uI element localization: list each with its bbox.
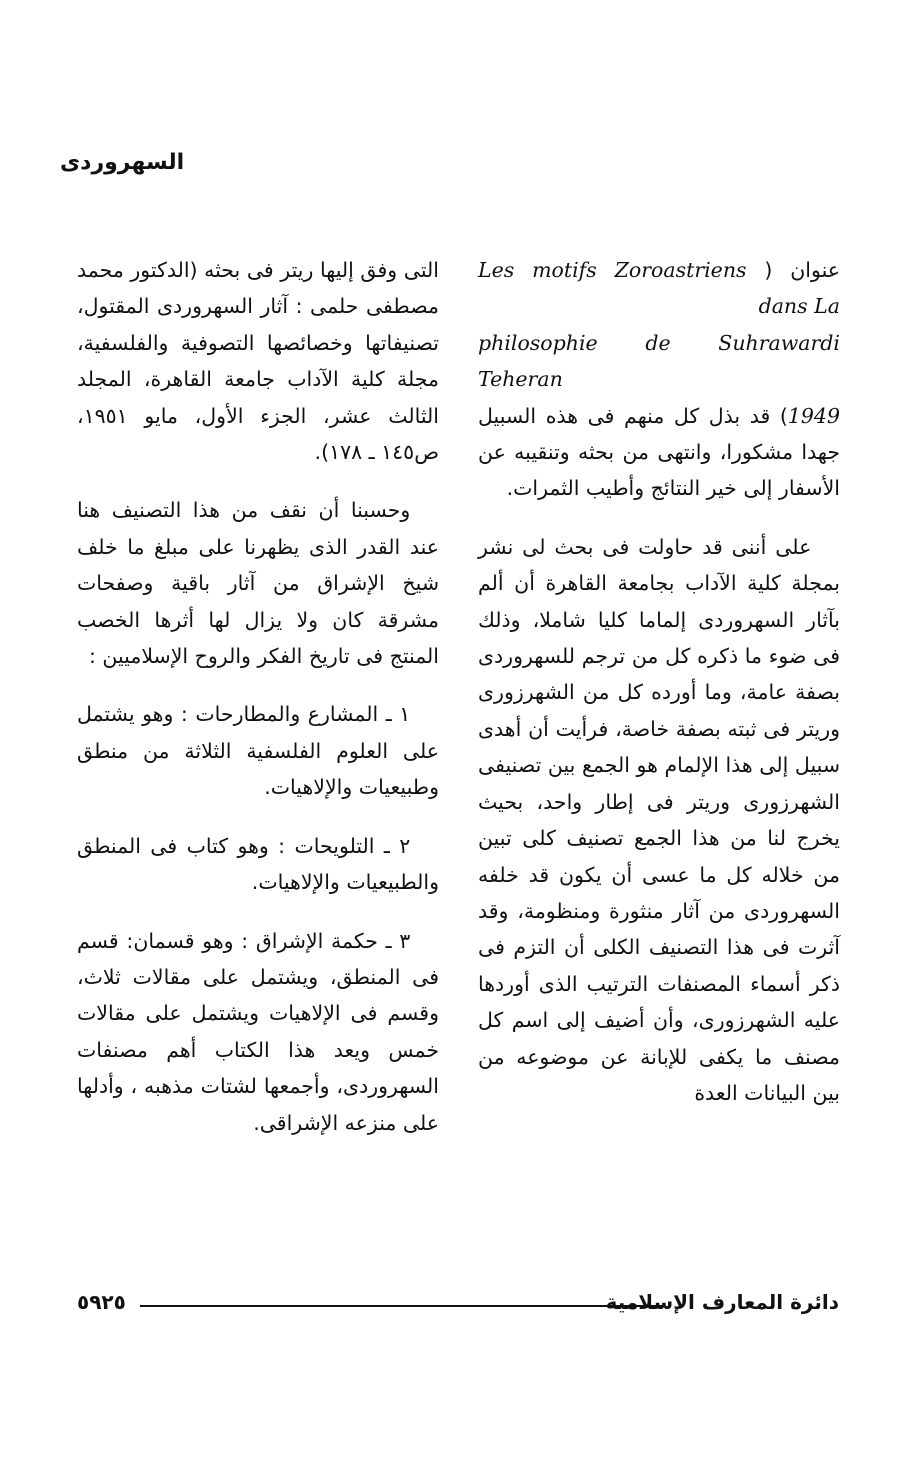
paragraph-gap — [77, 470, 439, 492]
paragraph-gap — [77, 806, 439, 828]
right-paragraph-2: على أننى قد حاولت فى بحث لى نشر بمجلة كلية الآداب بجامعة القاهرة أن ألم بآثار السهروردى إلماما كليا شاملا، وذلك فى ضوء ما ذكره كل من ترجم للسهروردى بصفة عامة، وما أورده كل من الشهرزورى وريتر فى ثبته بصفة خاصة، فرأيت أن أهدى سبيل إلى هذا الإلمام هو الجمع بين تصنيفى الشهرزورى وريتر فى إطار واحد، بحيث يخرج لنا من هذا الجمع تصنيف كلى تبين من خلاله كل ما عسى أن يكون قد خلفه السهروردى من آثار منثورة ومنظومة، وقد آثرت فى هذا التصنيف الكلى أن التزم فى ذكر أسماء المصنفات الترتيب الذى أوردها عليه الشهرزورى، وأن أضيف إلى اسم كل مصنف ما يكفى للإبانة عن موضوعه من بين البيانات العدة — [478, 534, 840, 1105]
latin-title-line-2: philosophie de Suhrawardi Teheran — [478, 330, 840, 392]
right-paragraph-1-text: ) قد بذل كل منهم فى هذه السبيل جهدا مشكورا، وانتهى من بحثه وتنقيبه عن الأسفار إلى خير النتائج وأطيب الثمرات. — [478, 403, 840, 501]
right-paragraph-1 — [478, 252, 840, 507]
left-paragraph-1: التى وفق إليها ريتر فى بحثه (الدكتور محمد مصطفى حلمى : آثار السهروردى المقتول، تصنيفاتها وخصائصها التصوفية والفلسفية، مجلة كلية الآداب جامعة القاهرة، المجلد الثالث عشر، الجزء الأول، مايو ١٩٥١، ص١٤٥ ـ ١٧٨). — [77, 258, 439, 465]
left-paragraph-2: وحسبنا أن نقف من هذا التصنيف هنا عند القدر الذى يظهرنا على مبلغ ما خلف شيخ الإشراق من آثار باقية وصفحات مشرقة كان ولا يزال لها أثرها الخصب المنتج فى تاريخ الفكر والروح الإسلاميين : — [77, 498, 439, 669]
running-head: السهروردى — [60, 150, 185, 175]
footer-rule — [140, 1305, 662, 1307]
title-lead: عنوان ( — [764, 258, 840, 282]
page-number: ٥٩٢٥ — [77, 1290, 126, 1314]
paragraph-gap — [77, 901, 439, 923]
paragraph-gap — [478, 507, 840, 529]
list-item-3: ٣ ـ حكمة الإشراق : وهو قسمان: قسم فى المنطق، ويشتمل على مقالات ثلاث، وقسم فى الإلاهيات ويشتمل على مقالات خمس ويعد هذا الكتاب أهم مصنفات السهروردى، وأجمعها لشتات مذهبه ، وأدلها على منزعه الإشراقى. — [77, 928, 439, 1135]
list-item-2: ٢ ـ التلويحات : وهو كتاب فى المنطق والطبيعيات والإلاهيات. — [77, 833, 439, 895]
footer-title: دائرة المعارف الإسلامية — [605, 1290, 839, 1314]
paragraph-gap — [77, 674, 439, 696]
left-column — [77, 252, 439, 1141]
right-column — [478, 252, 840, 1111]
latin-title-line-1: Les motifs Zoroastriens dans La — [478, 258, 840, 319]
list-item-1: ١ ـ المشارع والمطارحات : وهو يشتمل على العلوم الفلسفية الثلاثة من منطق وطبيعيات والإلاهيات. — [77, 702, 439, 800]
latin-title-year: 1949 — [787, 403, 840, 428]
